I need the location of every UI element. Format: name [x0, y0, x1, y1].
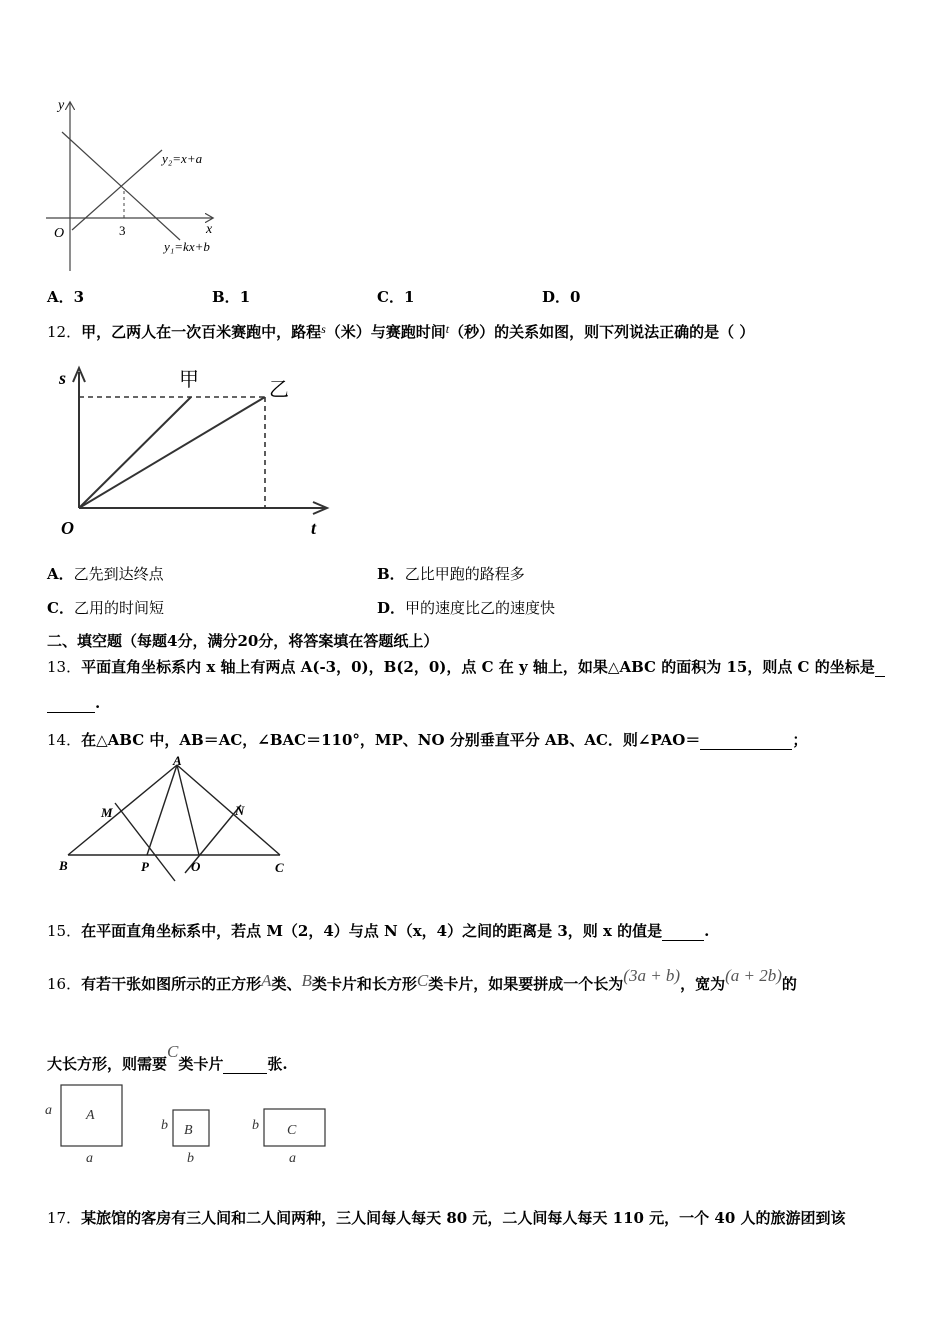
- q16-stem-line1: 16．有若干张如图所示的正方形A类、B类卡片和长方形C类卡片，如果要拼成一个长为(3a + b)，宽为(a + 2b)的: [47, 966, 797, 993]
- svg-text:B: B: [184, 1123, 193, 1138]
- svg-text:A: A: [173, 755, 182, 768]
- q14-stem: 14．在△ABC 中，AB＝AC，∠BAC＝110°，MP、NO 分别垂直平分 AB、AC．则∠PAO＝ ；: [47, 731, 808, 749]
- q11-line2-label: y₂=x+a: [162, 151, 203, 166]
- q12-stem: 12．甲，乙两人在一次百米赛跑中，路程$^s$（米）与赛跑时间$^t$（秒）的关系如图，则下列说法正确的是（ ）: [47, 322, 755, 341]
- q13-stem: 13．平面直角坐标系内 x 轴上有两点 A(-3，0)，B(2，0)，点 C 在 y 轴上，如果△ABC 的面积为 15，则点 C 的坐标是: [47, 656, 885, 677]
- q15-stem: 15．在平面直角坐标系中，若点 M（2，4）与点 N（x，4）之间的距离是 3，则 x 的值是 .: [47, 922, 710, 940]
- q14-triangle-figure: [55, 755, 295, 885]
- q12-line-jia: [79, 397, 191, 508]
- svg-text:C: C: [275, 860, 284, 875]
- svg-text:b: b: [187, 1151, 194, 1166]
- q11-option-d[interactable]: D．0: [542, 288, 581, 306]
- q12-option-b[interactable]: B．乙比甲跑的路程多: [377, 565, 525, 583]
- q12-t-label: t: [311, 518, 317, 538]
- q12-option-a[interactable]: A．乙先到达终点: [47, 565, 164, 583]
- q13-answer-line[interactable]: .: [47, 694, 100, 713]
- q11-origin: O: [54, 226, 65, 241]
- q12-yi-label: 乙: [269, 379, 289, 401]
- q16-cards-figure: [40, 1080, 340, 1170]
- q12-jia-label: 甲: [179, 369, 199, 391]
- svg-text:b: b: [161, 1118, 168, 1133]
- q14-answer-blank[interactable]: [700, 731, 792, 750]
- q11-x-label: x: [206, 222, 213, 237]
- q11-option-c[interactable]: C．1: [377, 288, 415, 306]
- svg-text:M: M: [101, 805, 113, 820]
- q11-line1-label: y₁=kx+b: [164, 239, 210, 254]
- svg-text:a: a: [86, 1151, 93, 1166]
- svg-text:A: A: [86, 1108, 95, 1123]
- q12-option-c[interactable]: C．乙用的时间短: [47, 599, 164, 617]
- svg-text:P: P: [141, 859, 149, 874]
- q11-graph: [40, 95, 230, 275]
- svg-text:a: a: [289, 1151, 296, 1166]
- q11-option-b[interactable]: B．1: [212, 288, 251, 306]
- q11-option-a[interactable]: A．3: [47, 288, 85, 306]
- q17-stem: 17．某旅馆的客房有三人间和二人间两种，三人间每人每天 80 元，二人间每人每天 110 元，一个 40 人的旅游团到该: [47, 1209, 846, 1227]
- q16-stem-line2: 大长方形，则需要C类卡片 张.: [47, 1042, 288, 1073]
- svg-text:C: C: [287, 1123, 297, 1138]
- q11-tick-3: 3: [119, 223, 126, 238]
- q12-origin: O: [61, 518, 74, 538]
- svg-text:b: b: [252, 1118, 259, 1133]
- q16-answer-blank[interactable]: [223, 1055, 267, 1074]
- q11-y-label: y: [58, 98, 65, 113]
- q12-option-d[interactable]: D．甲的速度比乙的速度快: [377, 599, 556, 617]
- svg-text:a: a: [45, 1103, 52, 1118]
- svg-text:N: N: [235, 803, 245, 818]
- q12-line-yi: [79, 397, 265, 508]
- svg-text:O: O: [191, 859, 201, 874]
- q15-answer-blank[interactable]: [662, 922, 704, 941]
- svg-text:B: B: [59, 858, 68, 873]
- section-2-title: 二、填空题（每题4分，满分20分，将答案填在答题纸上）: [47, 632, 439, 650]
- q12-s-label: s: [59, 368, 67, 388]
- q12-graph: [55, 362, 345, 542]
